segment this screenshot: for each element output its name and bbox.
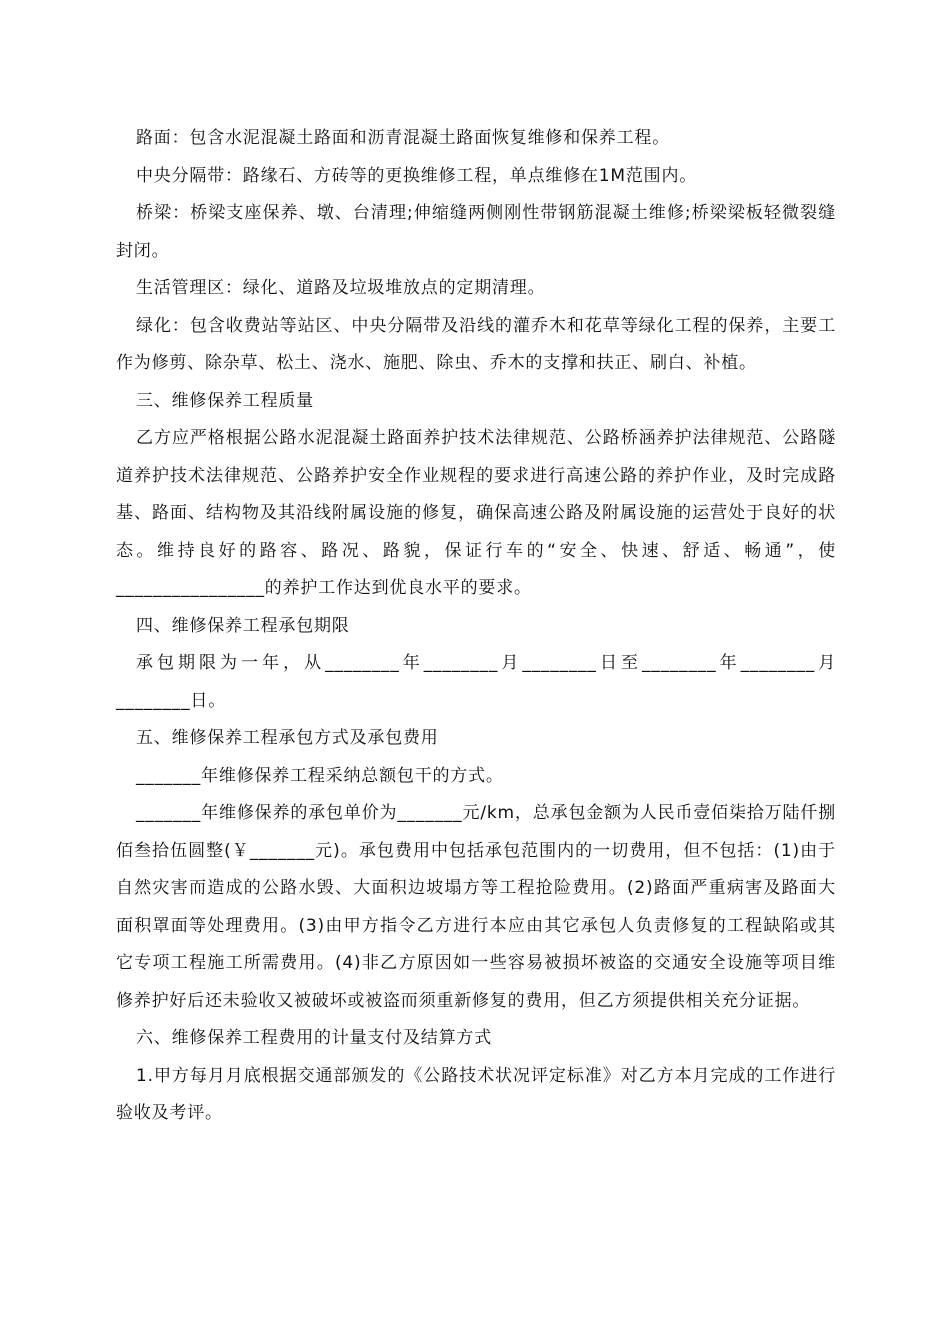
section-4-body: 承包期限为一年，从________年________月________日至________年________月________日。 — [116, 653, 836, 711]
paragraph-living-area: 生活管理区：绿化、道路及垃圾堆放点的定期清理。 — [136, 278, 546, 298]
document-body — [116, 120, 836, 1133]
paragraph-road-surface: 路面：包含水泥混凝土路面和沥青混凝土路面恢复维修和保养工程。 — [136, 128, 670, 148]
section-6-item-1: 1.甲方每月月底根据交通部颁发的《公路技术状况评定标准》对乙方本月完成的工作进行验收及考评。 — [116, 1065, 836, 1123]
paragraph-greening: 绿化：包含收费站等站区、中央分隔带及沿线的灌乔木和花草等绿化工程的保养，主要工作为修剪、除杂草、松土、浇水、施肥、除虫、乔木的支撑和扶正、刷白、补植。 — [116, 315, 836, 373]
section-5-method: _______年维修保养工程采纳总额包干的方式。 — [136, 765, 504, 786]
section-6-heading: 六、维修保养工程费用的计量支付及结算方式 — [136, 1028, 492, 1048]
section-3-heading: 三、维修保养工程质量 — [136, 390, 314, 411]
paragraph-bridge: 桥梁：桥梁支座保养、墩、台清理;伸缩缝两侧刚性带钢筋混凝土维修;桥梁梁板轻微裂缝封闭。 — [116, 203, 836, 261]
paragraph-central-divider: 中央分隔带：路缘石、方砖等的更换维修工程，单点维修在1M范围内。 — [136, 165, 698, 186]
section-5-cost: _______年维修保养的承包单价为_______元/km，总承包金额为人民币壹佰柒拾万陆仟捌佰叁拾伍圆整(￥_______元)。承包费用中包括承包范围内的一切费用，但不包括：(1)由于自然灾害而造成的公路水毁、大面积边坡塌方等工程抢险费用。(2)路面严重病害及路面大面积罩面等处理费用。(3)由甲方指令乙方进行本应由其它承包人负责修复的工程缺陷或其它专项工程施工所需费用。(4)非乙方原因如一些容易被损坏被盗的交通安全设施等项目维修养护好后还未验收又被破坏或被盗而须重新修复的费用，但乙方须提供相关充分证据。 — [116, 803, 836, 1011]
section-4-heading: 四、维修保养工程承包期限 — [136, 615, 350, 636]
section-5-heading: 五、维修保养工程承包方式及承包费用 — [136, 728, 439, 748]
section-3-body: 乙方应严格根据公路水泥混凝土路面养护技术法律规范、公路桥涵养护法律规范、公路隧道养护技术法律规范、公路养护安全作业规程的要求进行高速公路的养护作业，及时完成路基、路面、结构物及其沿线附属设施的修复，确保高速公路及附属设施的运营处于良好的状态。维持良好的路容、路况、路貌，保证行车的“安全、快速、舒适、畅通”，使________________的养护工作达到优良水平的要求。 — [116, 428, 836, 598]
